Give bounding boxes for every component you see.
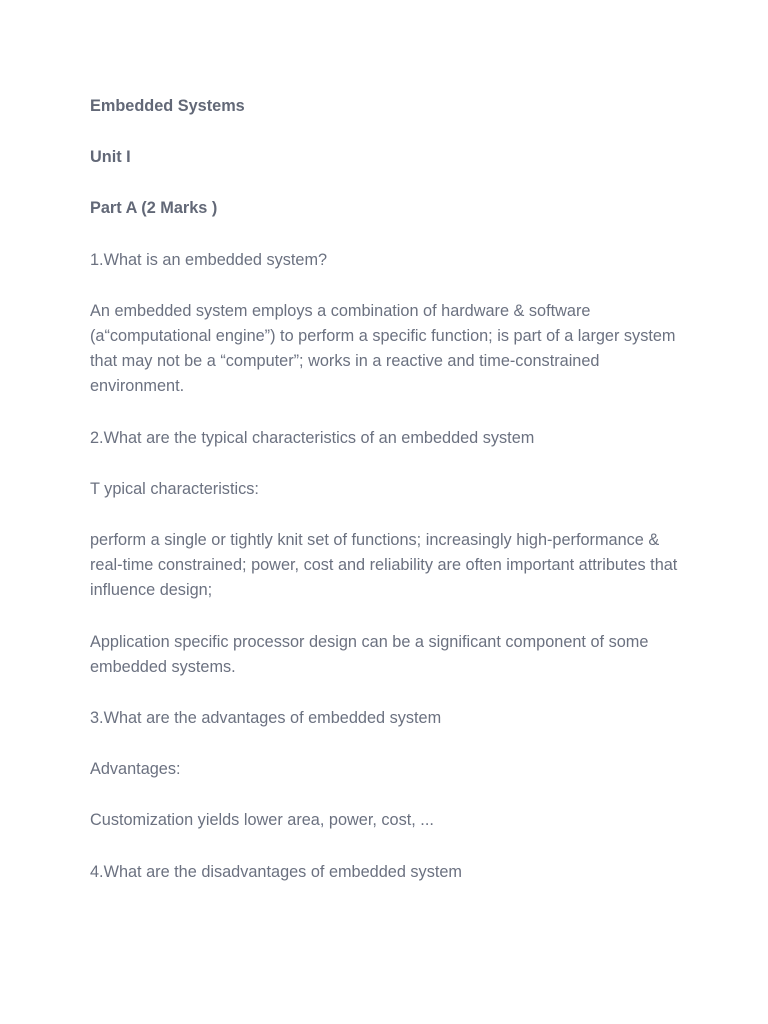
answer-3-body: Customization yields lower area, power, cost, ... bbox=[90, 811, 434, 830]
part-heading: Part A (2 Marks ) bbox=[90, 199, 218, 218]
answer-2-extra: Application specific processor design can be a significant component of some embedded systems. bbox=[90, 632, 649, 676]
document-title: Embedded Systems bbox=[90, 97, 245, 115]
answer-2-body: perform a single or tightly knit set of functions; increasingly high-performance & real-time constrained; power, cost and reliability are often important attributes that influence design; bbox=[90, 531, 678, 600]
answer-3-label: Advantages: bbox=[90, 760, 181, 779]
question-1: 1.What is an embedded system? bbox=[90, 250, 328, 269]
answer-1: An embedded system employs a combination of hardware & software (a“computational engine”) to perform a specific function; is part of a larger system that may not be a “computer”; works in a reactive and time-constrained environment. bbox=[90, 301, 676, 396]
question-4: 4.What are the disadvantages of embedded system bbox=[90, 862, 462, 881]
document-body bbox=[90, 94, 690, 911]
question-2: 2.What are the typical characteristics of an embedded system bbox=[90, 428, 535, 447]
unit-heading: Unit I bbox=[90, 148, 131, 167]
answer-2-label: T ypical characteristics: bbox=[90, 479, 259, 498]
question-3: 3.What are the advantages of embedded system bbox=[90, 709, 442, 728]
